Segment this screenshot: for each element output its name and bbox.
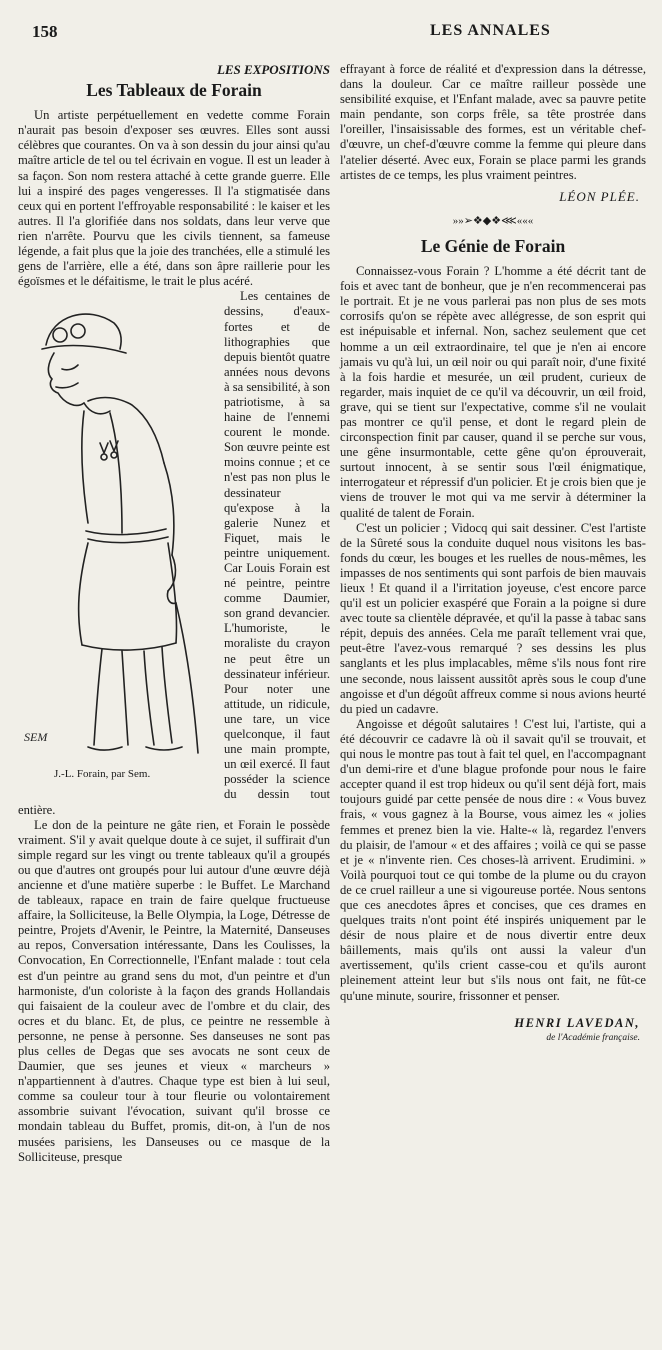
paragraph: C'est un policier ; Vidocq qui sait dessiner. C'est l'artiste de la Sûreté sous la conduite duquel nous visitons les bas-fonds du cœur, les bouges et les ruelles de nous-mêmes, les impasses de nos sentiments qui sont parfois de bien mauvais lieux ! Et quand il a l'irritation joyeuse, c'est encore parce qu'il est un policier exaspéré que Forain a la poigne si dure avec toute sa clientèle dépravée, et qu'il la passe à tabac sans répit, depuis des années. Cela me paraît tellement vrai que, peut-être l'avez-vous remarqué ? ses dessins les plus sanglants et les plus implacables, même s'ils nous font rire une seconde, nous laissent aussitôt après sous le coup d'une angoisse et d'un dégoût affreux comme si nous avions heurté du pied un cadavre. (340, 520, 646, 716)
paragraph: Les centaines de dessins, d'eaux-fortes et de lithographies que depuis bientôt quatre années nous devons à sa sensibilité, à son patriotisme, à sa haine de l'ennemi courent le monde. Son œuvre peinte est moins connue ; et ce n'est pas non plus le dessinateur qu'expose à la galerie Nunez et Fiquet, mais le peintre uniquement. Car Louis Forain est né peintre, peintre comme Daumier, son grand devancier. L'humoriste, le moraliste du crayon ne peut être un dessinateur inférieur. Pour noter une attitude, un ridicule, une tare, un vice quelconque, il faut une main prompte, un œil exercé. Il faut posséder la science du dessin tout entière. (18, 289, 330, 817)
portrait-drawing (18, 293, 216, 763)
section-label: LES EXPOSITIONS (216, 62, 330, 77)
paragraph: Un artiste perpétuellement en vedette comme Forain n'aurait pas besoin d'exposer ses œuvres. Elles sont aussi célèbres que courantes. On va à son dessin du jour ainsi qu'au maître article de tel ou tel écrivain en vogue. Il est un leader à sa façon. Son nom restera attaché à cette grande guerre. Elle lui a inspiré des pages vengeresses. Il l'a stigmatisée dans ceux qui en portent l'effroyable responsabilité : le kaiser et les autres. Il l'a glorifiée dans nos soldats, dans leur verve que rien n'arrête. Pourvu que les civils tiennent, sa fameuse légende, a fait plus que la joie des tranchées, elle a stimulé les gens de l'arrière, elle a été, dans son âpre raillerie pour les égoïsmes et le défaitisme, le trait le plus acéré. (18, 108, 330, 289)
artist-signature: SEM (24, 730, 48, 745)
journal-title: LES ANNALES (430, 22, 551, 39)
paragraph: Connaissez-vous Forain ? L'homme a été décrit tant de fois et avec tant de bonheur, que je n'en recommencerai pas le portrait. Et je ne vous parlerai pas non plus de ses mots corrosifs qu'on se répète avec allégresse, de son esprit qui est inépuisable et infernal. Non, sachez seulement que cet homme a un œil extraordinaire, tel que je n'en ai encore jamais vu qu'à lui, un œil noir ou qui paraît noir, d'une fixité à la fois hardie et mesurée, un œil prudent, curieux de regarder, mais inquiet de ce qu'il va découvrir, un œil froid, grave, qui se tient sur l'expectative, comme s'il ne voulait pas montrer ce qu'il pense, et dont le regard plein de circonspection finit par causer, quand il se perche sur vous, une gêne insurmontable, cette gêne qu'on éprouverait, surtout innocent, à se sentir sous l'œil énigmatique, interrogateur et répressif d'un policier. Et je crois bien que je viens de trouver le mot qui va me servir à déterminer la qualité de talent de Forain. (340, 264, 646, 520)
right-column (340, 62, 646, 1046)
article-title: Le Génie de Forain (420, 235, 566, 256)
paragraph: Le don de la peinture ne gâte rien, et Forain le possède vraiment. S'il y avait quelque doute à ce sujet, il suffirait d'un simple regard sur les vingt ou trente tableaux qu'il a groupés ou que d'autres ont groupés pour lui autour d'une œuvre déjà ancienne et d'une matière superbe : le Buffet. Le Marchand de tableaux, rapace en train de faire quelque fructueuse affaire, la Solliciteuse, la Belle Olympia, la Loge, Détresse de peintre, Projets d'Avenir, le Peintre, la Maternité, Danseuses au repos, Conversation intéressante, Dans les Coulisses, la Convocation, En Correctionnelle, l'Enfant malade : tout cela est d'un peintre au grand sens du mot, d'un peintre et d'un harmoniste, d'un coloriste à la façon des grands Hollandais qui faisaient de la couleur avec de l'ombre et du clair, des ocres et du blanc. Et, de plus, ce peintre ne ressemble à personne, ne pense à personne. Ses danseuses ne sont pas plus celles de Degas que ses avocats ne sont ceux de Daumier, que ses jeunes et vieux « marcheurs » n'appartiennent à d'autres. Chaque type est bien à lui seul, comme sa couleur tour à tour fleurie ou volontairement assombrie suivant l'évocation, suivant qu'il brosse ce mondain tableau du Buffet, promis, dit-on, à l'un de nos musées parisiens, les Danseuses ou ce masque de la Solliciteuse, presque (18, 817, 330, 1164)
author-affiliation: de l'Académie française. (546, 1032, 640, 1043)
paragraph: effrayant à force de réalité et d'expression dans la détresse, dans la douleur. Car ce maître railleur possède une sensibilité exquise, et l'Enfant malade, avec sa pauvre petite main pendante, son corps frêle, sa tête prostrée dans l'oreiller, l'insaisissable des formes, est un véritable chef-d'œuvre, un chef-d'œuvre comme la femme qui pleure dans l'atelier déserté. Avec eux, Forain se place parmi les grands artistes de ce temps, les plus vraiment peintres. (340, 62, 646, 182)
figure-caption: J.-L. Forain, par Sem. (54, 768, 151, 781)
portrait-illustration (18, 293, 216, 789)
page-header (32, 22, 630, 44)
paragraph: Angoisse et dégoût salutaires ! C'est lui, l'artiste, qui a été découvrir ce cadavre là où il savait qu'il se trouvait, et qui nous le montre pas tout à fait tel quel, en l'accompagnant d'un demi-rire et d'une blague profonde pour nous le faire accepter quand il est trop hideux ou qu'il sent déjà fort, mais toujours guidé par cette pensée de nous dire : « Vous buvez frais, « vous gagnez à la Bourse, vous aimez les « jolies femmes et prenez bien la vie. Halte-« là, regardez l'envers du plaisir, de l'amour « et des affaires ; voilà ce qui se passe et je « n'invente rien. Ces choses-là arrivent. Erudimini. » Voilà pourquoi tout ce qui tombe de la plume ou du crayon de ce cruel railleur a une si vigoureuse portée. Nous sentons que ces anecdotes âpres et concises, que ces drames en quelques traits n'ont point été inspirés uniquement par le désir de nous plaire et de nous divertir entre deux bâillements, mais qu'ils ont aussi la valeur d'un avertissement, qu'ils crient casse-cou et qu'ils auront pleinement atteint leur but s'ils nous ont fait, ne fût-ce qu'une minute, sourire, frissonner et penser. (340, 716, 646, 1003)
section-ornament: »»➢❖◆❖⋘««« (452, 214, 534, 227)
page-number: 158 (32, 22, 58, 41)
author-signature: HENRI LAVEDAN, (514, 1015, 640, 1030)
article-title: Les Tableaux de Forain (86, 80, 262, 101)
left-column (18, 62, 330, 1165)
author-signature: LÉON PLÉE. (559, 188, 640, 204)
